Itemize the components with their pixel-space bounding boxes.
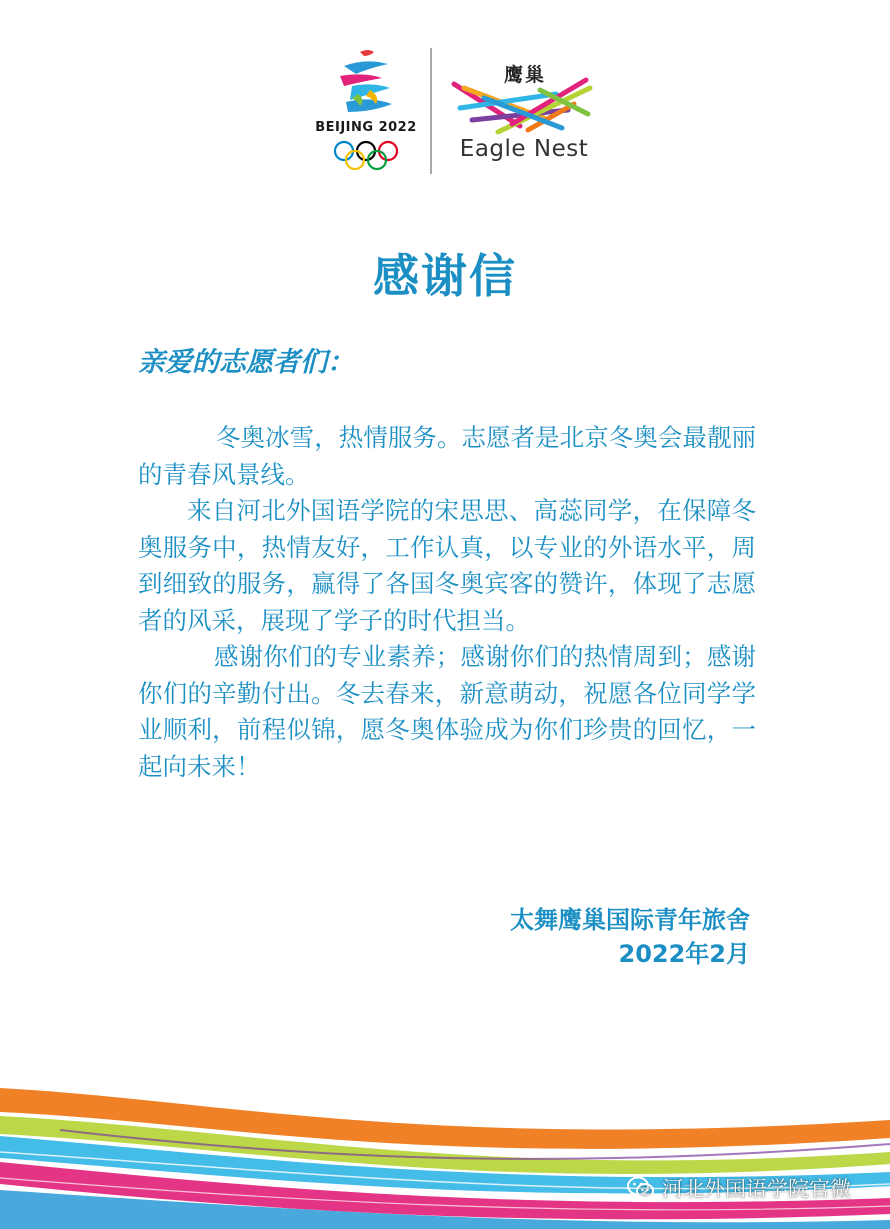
beijing-2022-logo xyxy=(310,46,422,176)
letter-body xyxy=(138,420,756,785)
eagle-nest-logo xyxy=(446,58,602,176)
signature-block xyxy=(510,903,750,971)
olympic-rings-icon xyxy=(332,140,400,172)
eagle-nest-strokes-icon xyxy=(448,74,598,138)
signature-date: 2022年2月 xyxy=(618,940,750,968)
eagle-nest-english-text: Eagle Nest xyxy=(459,136,589,162)
salutation: 亲爱的志愿者们： xyxy=(138,347,354,378)
wechat-icon xyxy=(626,1174,656,1202)
beijing-2022-emblem-icon xyxy=(330,46,402,118)
letter-title: 感谢信 xyxy=(373,249,517,303)
logo-divider xyxy=(430,48,432,174)
beijing-2022-text: BEIJING 2022 xyxy=(315,120,417,135)
letter-paragraph: 来自河北外国语学院的宋思思、高蕊同学，在保障冬奥服务中，热情友好，工作认真，以专业的外语水平，周到细致的服务，赢得了各国冬奥宾客的赞许，体现了志愿者的风采，展现了学子的时代担当。 xyxy=(138,496,756,635)
watermark-text: 河北外国语学院官微 xyxy=(662,1177,851,1201)
letter-paragraph: 冬奥冰雪，热情服务。志愿者是北京冬奥会最靓丽的青春风景线。 xyxy=(138,423,756,489)
watermark xyxy=(620,1170,857,1206)
eagle-nest-chinese-text: 鹰巢 xyxy=(503,64,546,86)
signature-organization: 太舞鹰巢国际青年旅舍 xyxy=(510,906,750,934)
letter-paragraph: 感谢你们的专业素养；感谢你们的热情周到；感谢你们的辛勤付出。冬去春来，新意萌动，祝愿各位同学学业顺利，前程似锦，愿冬奥体验成为你们珍贵的回忆，一起向未来！ xyxy=(138,642,756,781)
